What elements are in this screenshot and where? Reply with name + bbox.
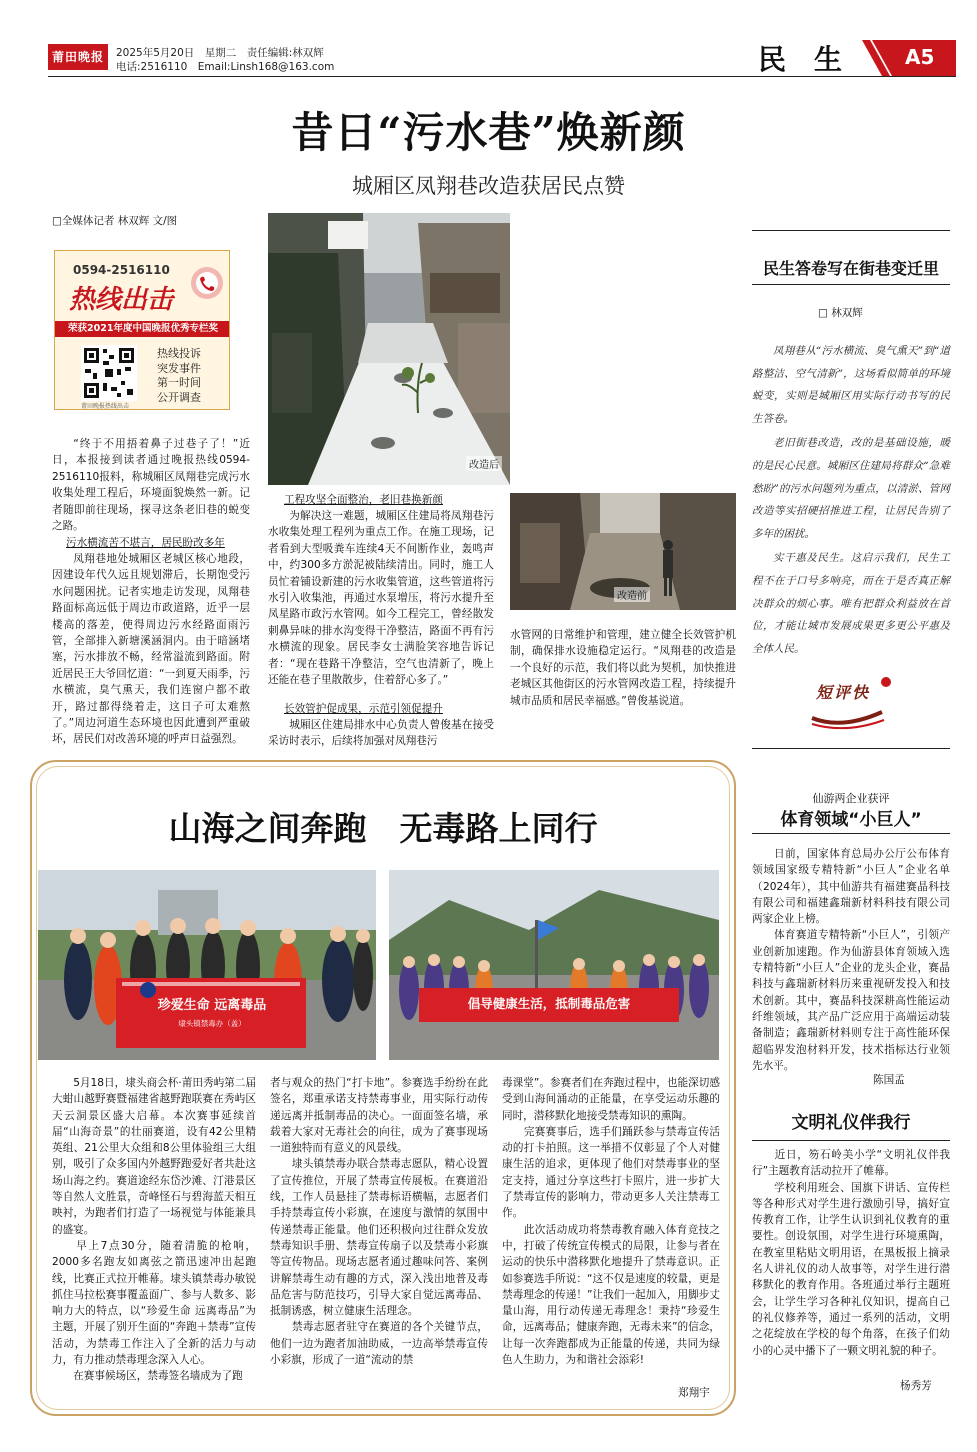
- photo-alley-before: [510, 493, 736, 610]
- page-number: A5: [905, 45, 935, 69]
- article2-col3: 毒课堂”。参赛者们在奔跑过程中，也能深切感受到山海间涌动的正能量，在享受运动乐趣的同时，潜移默化地接受禁毒知识的熏陶。 完赛赛事后，选手们踊跃参与禁毒宣传活动的打卡拍照。这一举措不仅彰显了个人对健康生活的追求，更体现了他们对禁毒事业的坚定支持，通过分享这些打卡照片，进一步扩大了禁毒宣传的影响力，带动更多人关注禁毒工作。 此次活动成功将禁毒教育融入体育竞技之中，打破了传统宣传模式的局限，让参与者在运动的快乐中潜移默化地提升了禁毒意识。正如参赛选手所说：“这不仅是速度的较量，更是禁毒理念的传递！”让我们一起加入，用脚步丈量山海，用行动传递无毒理念！秉持“珍爱生命，远离毒品；健康奔跑，无毒未来”的信念，让每一次奔跑都成为正能量的传递，共同为绿色人生助力，为和谐社会添彩!: [502, 1077, 720, 1367]
- contact-line: 电话:2516110 Email:Linsh168@163.com: [116, 61, 335, 73]
- hotline-title: 热线出击: [69, 285, 174, 315]
- masthead: [0, 0, 977, 82]
- commentary-paragraph: 凤翔巷从“污水横流、臭气熏天”到“道路整洁、空气清新”，这场看似简单的环境蜕变，实则是城厢区用实际行动书写的民生答卷。: [752, 345, 950, 425]
- commentary-title: 民生答卷写在街巷变迁里: [762, 259, 939, 278]
- article1-subtitle: 城厢区凤翔巷改造获居民点赞: [352, 174, 625, 198]
- article1-byline: □全媒体记者 林双辉 文/图: [52, 215, 178, 227]
- photo-alley-after: [268, 213, 510, 485]
- commentary-paragraph: 老旧街巷改造，改的是基础设施，暖的是民心民意。城厢区住建局将群众“急难愁盼”的污水问题列为重点，以清淤、管网改造等实招硬招推进工程，让居民告别了多年的困扰。: [752, 437, 950, 540]
- commentary-rule-bottom: [752, 748, 950, 749]
- hotline-box: [54, 250, 230, 410]
- qr-code-icon: [81, 345, 137, 401]
- brief2-title: 文明礼仪伴我行: [791, 1113, 911, 1133]
- brief1-body: 日前，国家体育总局办公厅公布体育领域国家级专精特新“小巨人”企业名单（2024年），其中仙游共有福建赛晶科技有限公司和福建鑫瑞新材料科技有限公司两家企业上榜。 体育赛道专精特新“小巨人”，引领产业创新加速跑。作为仙游县体育领域入选专精特新“小巨人”企业的龙头企业，赛晶科技与鑫瑞新材料历来重视研发投入和技术创新。其中，赛晶科技深耕高性能运动纤维领域，其产品广泛应用于高端运动装备制造；鑫瑞新材料则专注于高性能环保超临界发泡材料开发，技术指标达行业领先水平。: [752, 848, 950, 1072]
- banner-left-text: 珍爱生命 远离毒品: [157, 998, 267, 1013]
- date-line: 2025年5月20日 星期二 责任编辑:林双辉: [116, 47, 324, 59]
- banner-right-text: 倡导健康生活，抵制毒品危害: [467, 996, 631, 1011]
- brief2-rule: [752, 1140, 950, 1141]
- article1-col3-body: 水管网的日常维护和管理，建立健全长效管护机制，确保排水设施稳定运行。“凤翔巷的改造是一个良好的示范，我们将以此为契机，加快推进老城区其他街区的污水管网改造工程，持续提升城市品质和居民幸福感。”曾俊基说道。: [510, 629, 736, 707]
- article1-col2-body: 为解决这一难题，城厢区住建局将凤翔巷污水收集处理工程列为重点工作。在施工现场，记者看到大型吸粪车连续4天不间断作业，轰鸣声中，约300多方淤泥被陆续清出。同时，施工人员忙着铺设新建的污水收集管道，这些管道将污水引入收集池，再通过水泵增压，将污水提升至凤星路市政污水管网。如今工程完工，曾经散发刺鼻异味的排水沟变得干净整洁，路面不再有污水横流的现象。居民李女士满脸笑容地告诉记者：“现在巷路干净整洁，空气也清新了，晚上还能在巷子里散散步，住着舒心多了。”: [268, 510, 494, 687]
- qr-caption: 莆田晚报热线出击: [81, 403, 130, 410]
- article2-author: 郑翔宇: [678, 1387, 710, 1399]
- hotline-slogan: [157, 347, 201, 405]
- slogan-line: 热线投诉: [157, 347, 201, 360]
- article2-col1: 5月18日，埭头商会杯·莆田秀屿第二届大蚶山越野赛暨福建省越野跑联赛在秀屿区天云洞景区盛大启幕。本次赛事延续首届“山海奇景”的壮丽赛道，设有42公里精英组、21公里大众组和8公里体验组三大组别，吸引了众多国内外越野跑爱好者共赴这场山海之约。赛道途经东岱沙滩、汀港景区等自然人文胜景，奇峰怪石与碧海蓝天相互映衬，为跑者们打造了一场视觉与体能兼具的盛宴。 早上7点30分，随着清脆的枪响，2000多名跑友如离弦之箭迅速冲出起跑线，比赛正式拉开帷幕。埭头镇禁毒办敏锐抓住马拉松赛事覆盖面广、参与人数多、影响力大的特点，以“珍爱生命 远离毒品”为主题，开展了别开生面的“奔跑＋禁毒”宣传活动，为禁毒工作注入了全新的活力与动力，有力推动禁毒理念深入人心。 在赛事候场区，禁毒签名墙成为了跑: [52, 1077, 256, 1383]
- photo-before-caption: 改造前: [614, 587, 650, 602]
- article2-title: 山海之间奔跑 无毒路上同行: [168, 809, 598, 848]
- slogan-line: 突发事件: [157, 361, 201, 375]
- photo-runners-left: [38, 870, 376, 1060]
- newspaper-logo: [48, 44, 108, 70]
- commentary-paragraph: 实干惠及民生。这启示我们，民生工程不在于口号多响亮，而在于是否真正解决群众的烦心事。唯有把群众利益放在首位，才能让城市发展成果更多更公平惠及全体人民。: [752, 552, 950, 655]
- logo-text: 莆田晚报: [51, 50, 104, 64]
- brief1-kicker: 仙游两企业获评: [812, 792, 890, 805]
- commentary-body: [752, 340, 950, 660]
- commentary-author: □ 林双辉: [818, 307, 863, 319]
- badge-text: 短评快: [816, 683, 871, 702]
- article1-subhead-2: 工程攻坚全面整治，老旧巷换新颜: [284, 494, 443, 506]
- masthead-rule: [48, 76, 956, 77]
- banner-left-subtext: 埭头镇禁毒办（盖）: [178, 1019, 246, 1028]
- article1-subhead-3: 长效管护促成果，示范引领促提升: [284, 703, 443, 715]
- brief1-author: 陈国孟: [873, 1074, 905, 1086]
- article1-col2-end: 城厢区住建局排水中心负责人曾俊基在接受采访时表示，后续将加强对凤翔巷污: [268, 719, 494, 748]
- article1-subhead-1: 污水横流苦不堪言，居民盼改多年: [66, 537, 225, 549]
- slogan-line: 公开调查: [157, 390, 201, 404]
- phone-icon: [189, 265, 225, 301]
- article2-col2: 者与观众的热门“打卡地”。参赛选手纷纷在此签名，郑重承诺支持禁毒事业，用实际行动传递远离并抵制毒品的决心。一面面签名墙，承载着大家对无毒社会的向往，成为了赛事现场一道独特而有意义的风景线。 埭头镇禁毒办联合禁毒志愿队，精心设置了宣传推位，开展了禁毒宣传展板。在赛道沿线，工作人员悬挂了禁毒标语横幅，志愿者们手持禁毒宣传小彩旗，在速度与激情的氛围中传递禁毒正能量。他们还积极向过往群众发放禁毒知识手册、禁毒宣传扇子以及禁毒小彩旗等宣传物品。现场志愿者通过趣味问答、案例讲解禁毒生动有趣的方式，深入浅出地普及毒品危害与防范技巧，引导大家自觉远离毒品、抵制诱惑，树立健康生活理念。 禁毒志愿者驻守在赛道的各个关键节点，他们一边为跑者加油助威，一边高举禁毒宣传小彩旗，形成了一道“流动的禁: [270, 1077, 488, 1367]
- brief2-author: 杨秀芳: [900, 1380, 932, 1392]
- brief1-rule: [752, 833, 950, 834]
- hotline-award: 荣获2021年度中国晚报优秀专栏奖: [55, 321, 230, 337]
- short-comment-badge: [806, 672, 896, 732]
- article1-title: 昔日“污水巷”焕新颜: [291, 108, 686, 157]
- commentary-rule-under-title: [752, 284, 950, 285]
- article1-col1-body: 凤翔巷地处城厢区老城区核心地段，因建设年代久远且规划滞后，长期饱受污水问题困扰。记者实地走访发现，凤翔巷路面标高远低于周边市政道路，近乎一层楼高的落差，使得周边污水经路面雨污管，全部排入新塘溪涵洞内。由于暗涵堵塞，污水排放不畅，经常溢流到路面。附近居民王大爷回忆道：“一到夏天雨季，污水横流，臭气熏天，我们连窗户都不敢开，路过都得绕着走，这日子可太难熬了。”周边河道生态环境也因此遭到严重破坏，居民们对改善环境的呼声日益强烈。: [52, 553, 250, 746]
- brief1-title: 体育领域“小巨人”: [780, 810, 922, 830]
- photo-runners-right: [389, 870, 719, 1060]
- section-name: 民 生: [758, 43, 843, 76]
- slogan-line: 第一时间: [157, 376, 201, 389]
- photo-after-caption: 改造后: [466, 456, 502, 471]
- hotline-phone: 0594-2516110: [73, 263, 170, 277]
- brief2-body: 近日，笏石岭美小学“文明礼仪伴我行”主题教育活动拉开了帷幕。 学校利用班会、国旗下讲话、宣传栏等各种形式对学生进行激励引导，搞好宣传教育工作，让学生认识到礼仪教育的重要性。创设氛围，对学生进行环境熏陶，在教室里粘贴文明用语，在黑板报上摘录名人讲礼仪的动人故事等，对学生进行潜移默化的教育作用。各班通过举行主题班会，让学生学习各种礼仪知识，提高自己的礼仪修养等，通过一系列的活动，文明之花绽放在学校的每个角落，在孩子们幼小的心灵中播下了一颗文明礼貌的种子。: [752, 1149, 950, 1357]
- commentary-rule-top: [752, 230, 950, 231]
- article1-col1-intro: “终于不用捂着鼻子过巷子了！”近日，本报接到读者通过晚报热线0594-2516110报料，称城厢区凤翔巷完成污水收集处理工程后，环境面貌焕然一新。记者随即前往现场，探寻这条老旧巷的蜕变之路。: [52, 438, 250, 533]
